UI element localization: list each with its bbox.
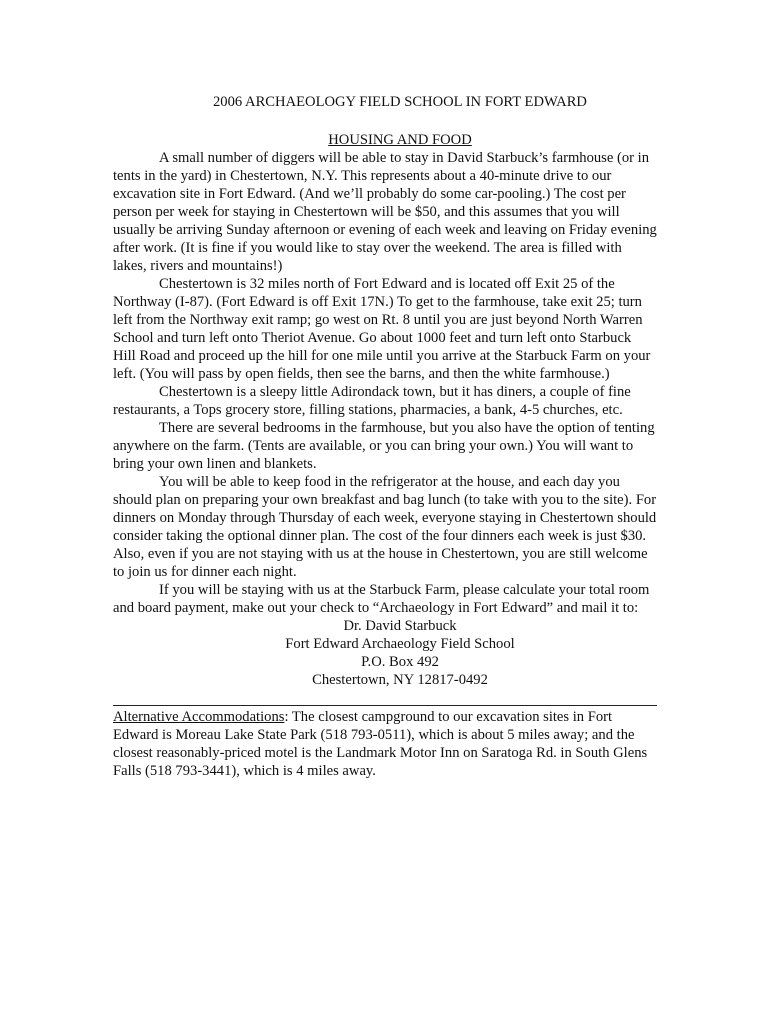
divider [113, 705, 657, 706]
address-name: Dr. David Starbuck [343, 618, 457, 634]
alternative-accommodations [113, 708, 657, 780]
address-org: Fort Edward Archaeology Field School [285, 636, 515, 652]
document-page [113, 93, 657, 780]
alternative-text: : The closest campground to our excavation sites in Fort Edward is Moreau Lake State Park (518 793-0511), which is about 5 miles away; and the closest reasonably-priced motel is the Landmark Motor Inn on Saratoga Rd. in South Glens Falls (518 793-3441), which is 4 miles away. [113, 709, 648, 779]
paragraph-bedrooms: There are several bedrooms in the farmhouse, but you also have the option of tenting anywhere on the farm. (Tents are available, or you can bring your own.) You will want to bring your own linen and blankets. [113, 420, 655, 472]
paragraph-town: Chestertown is a sleepy little Adirondack town, but it has diners, a couple of fine restaurants, a Tops grocery store, filling stations, pharmacies, a bank, 4-5 churches, etc. [113, 384, 631, 418]
paragraph-directions: Chestertown is 32 miles north of Fort Edward and is located off Exit 25 of the Northway (I-87). (Fort Edward is off Exit 17N.) To get to the farmhouse, take exit 25; turn left from the Northway exit ramp; go west on Rt. 8 until you are just beyond North Warren School and turn left onto Theriot Avenue. Go about 1000 feet and turn left onto Starbuck Hill Road and proceed up the hill for one mile until you arrive at the Starbuck Farm on your left. (You will pass by open fields, then see the barns, and then the white farmhouse.) [113, 276, 651, 382]
address-box: P.O. Box 492 [361, 654, 439, 670]
alternative-label: Alternative Accommodations [113, 709, 285, 725]
address-city: Chestertown, NY 12817-0492 [312, 672, 488, 688]
section-heading: HOUSING AND FOOD [328, 132, 472, 148]
paragraph-intro: A small number of diggers will be able to stay in David Starbuck’s farmhouse (or in tents in the yard) in Chestertown, N.Y. This represents about a 40-minute drive to our excavation site in Fort Edward. (And we’ll probably do some car-pooling.) The cost per person per week for staying in Chestertown will be $50, and this assumes that you will usually be arriving Sunday afternoon or evening of each week and leaving on Friday evening after work. (It is fine if you would like to stay over the weekend. The area is filled with lakes, rivers and mountains!) [113, 150, 657, 274]
paragraph-food: You will be able to keep food in the refrigerator at the house, and each day you should plan on preparing your own breakfast and bag lunch (to take with you to the site). For dinners on Monday through Thursday of each week, everyone staying in Chestertown should consider taking the optional dinner plan. The cost of the four dinners each week is just $30. Also, even if you are not staying with us at the house in Chestertown, you are still welcome to join us for dinner each night. [113, 474, 657, 580]
paragraph-payment: If you will be staying with us at the Starbuck Farm, please calculate your total room and board payment, make out your check to “Archaeology in Fort Edward” and mail it to: [113, 582, 650, 616]
page-title: 2006 ARCHAEOLOGY FIELD SCHOOL IN FORT EDWARD [213, 94, 587, 110]
mailing-address [113, 617, 657, 689]
